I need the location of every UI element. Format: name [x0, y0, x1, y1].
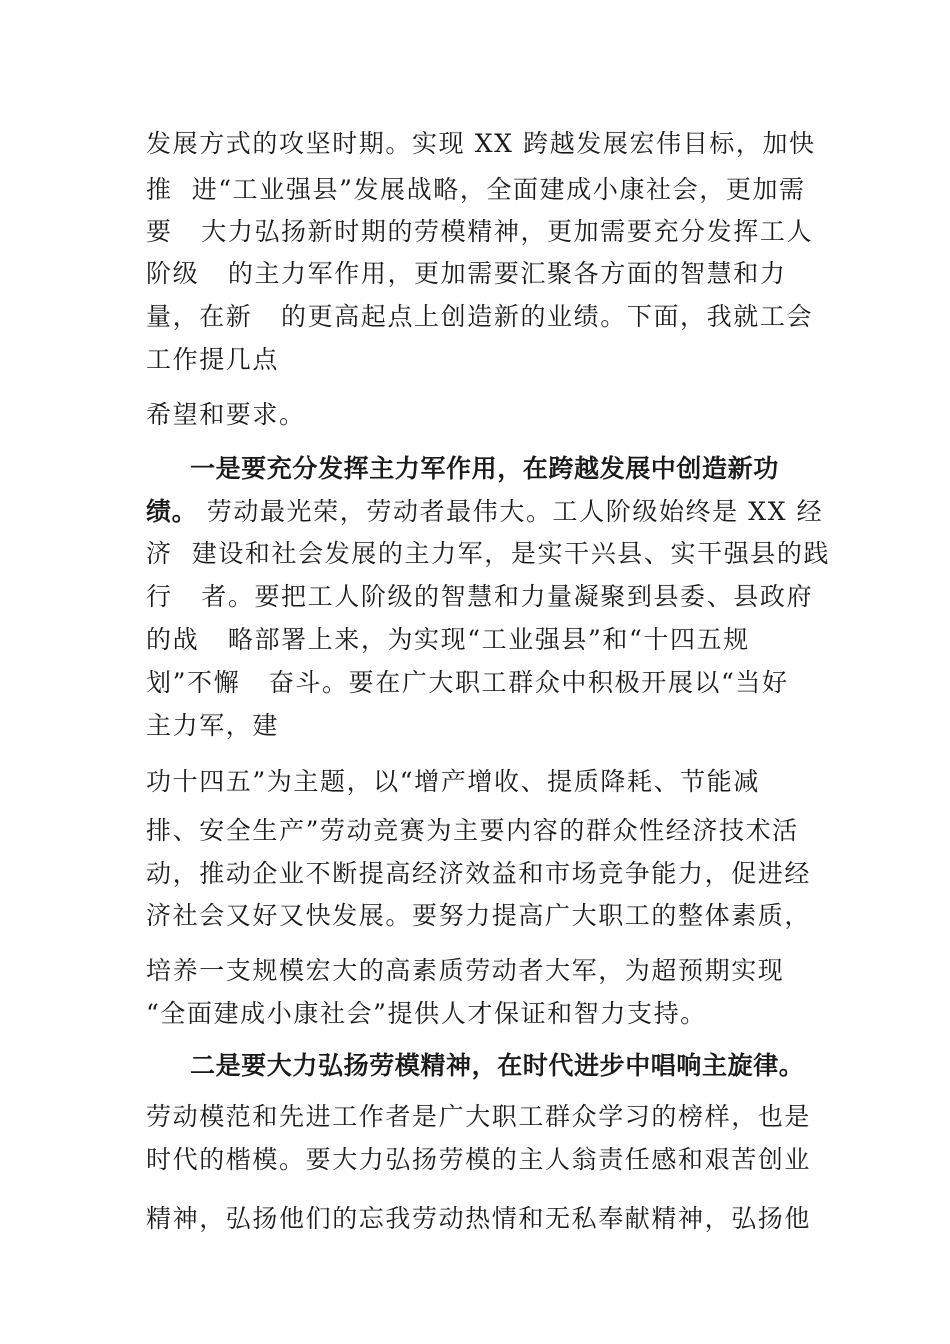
paragraph-line: 排、安全生产”劳动竞赛为主要内容的群众性经济技术活 — [146, 816, 799, 845]
paragraph-line: 阶级 的主力军作用，更加需要汇聚各方面的智慧和力 — [146, 259, 787, 288]
section-heading-two: 二是要大力弘扬劳模精神，在时代进步中唱响主旋律。 — [190, 1051, 805, 1080]
paragraph-line: 希望和要求。 — [146, 400, 306, 429]
section-heading-one: 一是要充分发挥主力军作用，在跨越发展中创造新功 — [190, 454, 779, 483]
paragraph-line: 时代的楷模。要大力弘扬劳模的主人翁责任感和艰苦创业 — [146, 1145, 812, 1174]
paragraph-line: 济社会又好又快发展。要努力提高广大职工的整体素质， — [146, 901, 812, 930]
paragraph-line: 劳动模范和先进工作者是广大职工群众学习的榜样，也是 — [146, 1102, 812, 1131]
paragraph-line: 要 大力弘扬新时期的劳模精神，更加需要充分发挥工人 — [146, 217, 814, 246]
paragraph-line: 精神，弘扬他们的忘我劳动热情和无私奉献精神，弘扬他 — [146, 1204, 812, 1233]
section-heading-one-end: 绩。 — [146, 497, 198, 526]
paragraph-line: 推 进“工业强县”发展战略，全面建成小康社会，更加需 — [146, 175, 806, 204]
paragraph-line: “全面建成小康社会”提供人才保证和智力支持。 — [146, 999, 707, 1028]
paragraph-line: 济 建设和社会发展的主力军，是实干兴县、实干强县的践 — [146, 539, 831, 568]
paragraph-line: 的战 略部署上来，为实现“工业强县”和“十四五规 — [146, 625, 750, 654]
paragraph-line: 量，在新 的更高起点上创造新的业绩。下面，我就工会 — [146, 302, 814, 331]
paragraph-line: 行 者。要把工人阶级的智慧和力量凝聚到县委、县政府 — [146, 582, 814, 611]
paragraph-line: 划”不懈 奋斗。要在广大职工群众中积极开展以“当好 — [146, 668, 789, 697]
paragraph-line: 动，推动企业不断提高经济效益和市场竞争能力，促进经 — [146, 859, 812, 888]
paragraph-line: 主力军，建 — [146, 711, 280, 740]
paragraph-line-text: 劳动最光荣，劳动者最伟大。工人阶级始终是 XX 经 — [197, 497, 824, 526]
paragraph-line: 培养一支规模宏大的高素质劳动者大军，为超预期实现 — [146, 956, 785, 985]
paragraph-line: 工作提几点 — [146, 345, 280, 374]
paragraph-line — [146, 496, 823, 528]
paragraph-line: 发展方式的攻坚时期。实现 XX 跨越发展宏伟目标，加快 — [146, 129, 816, 158]
paragraph-line: 功十四五”为主题，以“增产增收、提质降耗、节能减 — [146, 767, 760, 796]
